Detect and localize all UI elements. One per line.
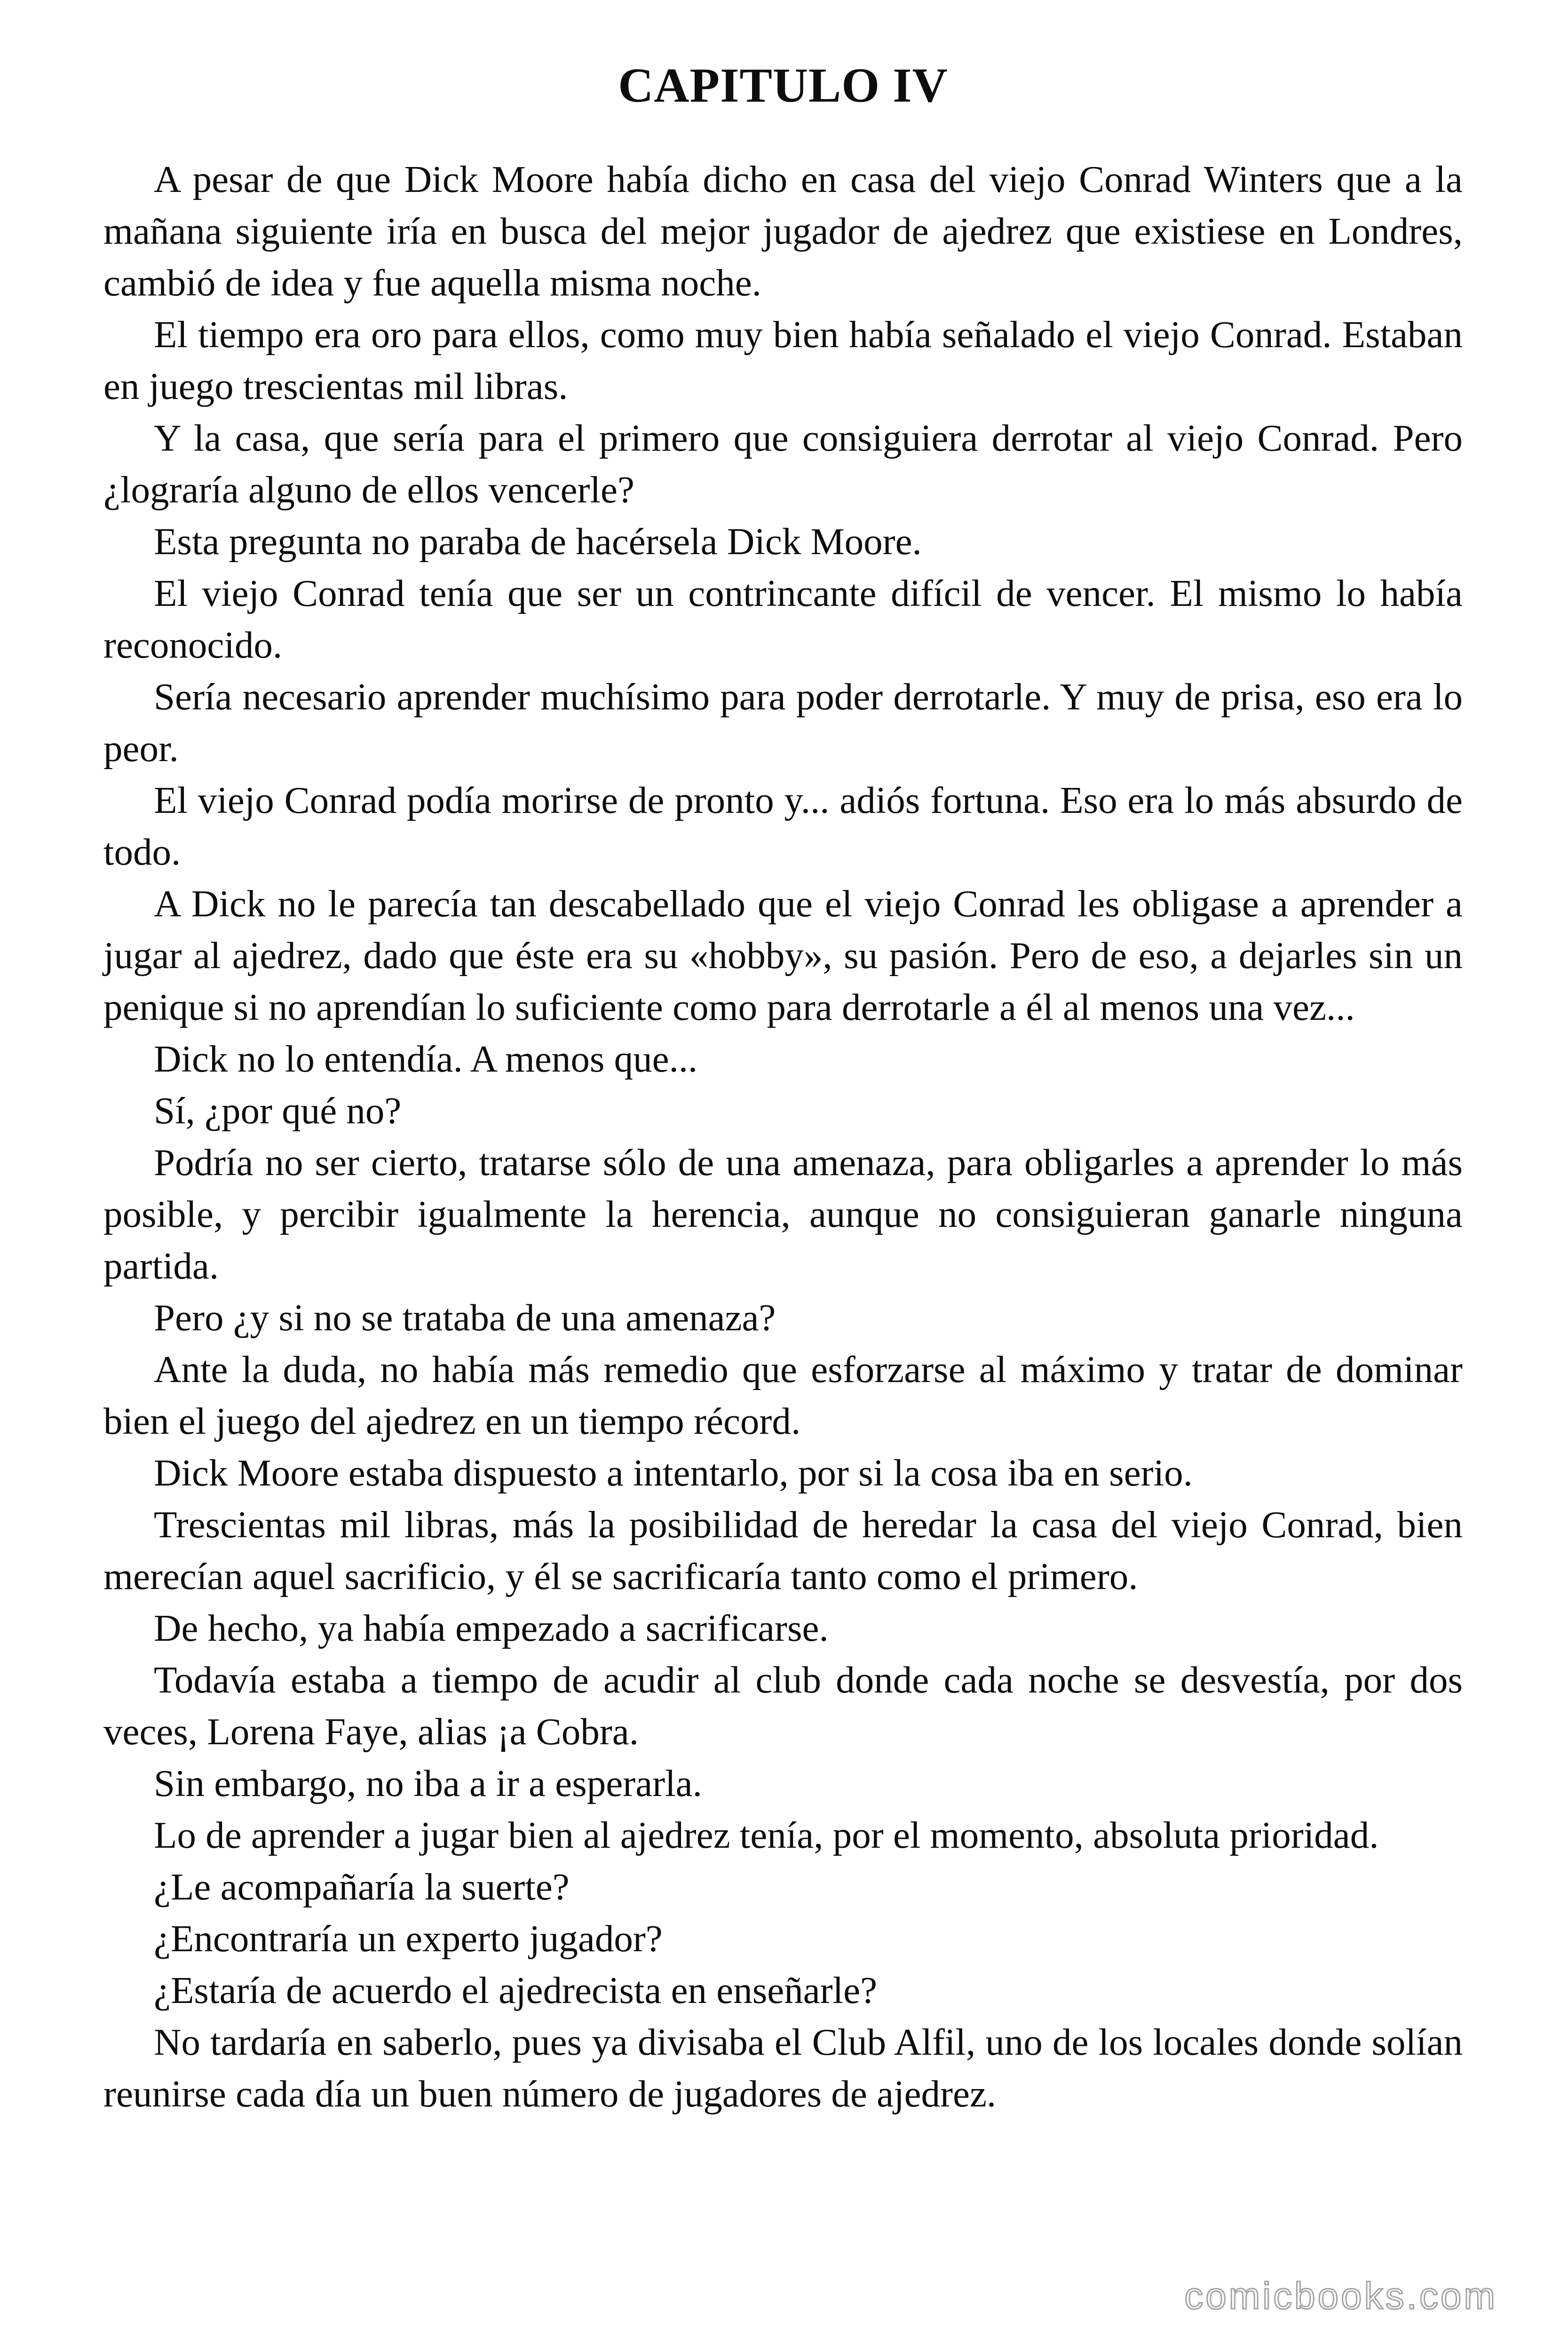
- paragraph: Lo de aprender a jugar bien al ajedrez tenía, por el momento, absoluta prioridad.: [154, 1814, 1379, 1856]
- chapter-body: [103, 153, 1463, 2120]
- paragraph: Sería necesario aprender muchísimo para poder derrotarle. Y muy de prisa, eso era lo peor.: [103, 675, 1463, 770]
- paragraph: Sin embargo, no iba a ir a esperarla.: [154, 1762, 702, 1804]
- chapter-title: CAPITULO IV: [618, 58, 948, 112]
- paragraph: A pesar de que Dick Moore había dicho en casa del viejo Conrad Winters que a la mañana siguiente iría en busca del mejor jugador de ajedrez que existiese en Londres, cambió de idea y fue aquella misma noche.: [103, 158, 1463, 304]
- paragraph: ¿Encontraría un experto jugador?: [154, 1917, 663, 1960]
- paragraph: Pero ¿y si no se trataba de una amenaza?: [154, 1296, 776, 1339]
- book-page: [103, 58, 1463, 2120]
- paragraph: Esta pregunta no paraba de hacérsela Dick Moore.: [154, 520, 922, 563]
- paragraph: Podría no ser cierto, tratarse sólo de una amenaza, para obligarles a aprender lo más posible, y percibir igualmente la herencia, aunque no consiguieran ganarle ninguna partida.: [103, 1141, 1463, 1287]
- paragraph: A Dick no le parecía tan descabellado que el viejo Conrad les obligase a aprender a jugar al ajedrez, dado que éste era su «hobby», su pasión. Pero de eso, a dejarles sin un penique si no aprendían lo suficiente como para derrotarle a él al menos una vez...: [103, 882, 1463, 1028]
- paragraph: Trescientas mil libras, más la posibilidad de heredar la casa del viejo Conrad, bien merecían aquel sacrificio, y él se sacrificaría tanto como el primero.: [103, 1503, 1463, 1597]
- paragraph: ¿Estaría de acuerdo el ajedrecista en enseñarle?: [154, 1969, 878, 2011]
- paragraph: El tiempo era oro para ellos, como muy bien había señalado el viejo Conrad. Estaban en juego trescientas mil libras.: [103, 313, 1463, 407]
- paragraph: Sí, ¿por qué no?: [154, 1089, 402, 1132]
- watermark: comicbooks.com: [1184, 2275, 1497, 2317]
- paragraph: El viejo Conrad podía morirse de pronto y... adiós fortuna. Eso era lo más absurdo de todo.: [103, 779, 1463, 873]
- paragraph: El viejo Conrad tenía que ser un contrincante difícil de vencer. El mismo lo había reconocido.: [103, 572, 1463, 666]
- paragraph: Ante la duda, no había más remedio que esforzarse al máximo y tratar de dominar bien el juego del ajedrez en un tiempo récord.: [103, 1348, 1463, 1442]
- paragraph: Todavía estaba a tiempo de acudir al club donde cada noche se desvestía, por dos veces, Lorena Faye, alias ¡a Cobra.: [103, 1659, 1463, 1753]
- paragraph: Dick no lo entendía. A menos que...: [154, 1038, 698, 1080]
- paragraph: De hecho, ya había empezado a sacrificarse.: [154, 1607, 829, 1649]
- paragraph: No tardaría en saberlo, pues ya divisaba el Club Alfil, uno de los locales donde solían reunirse cada día un buen número de jugadores de ajedrez.: [103, 2021, 1463, 2115]
- paragraph: Y la casa, que sería para el primero que consiguiera derrotar al viejo Conrad. Pero ¿lograría alguno de ellos vencerle?: [103, 417, 1463, 511]
- paragraph: Dick Moore estaba dispuesto a intentarlo, por si la cosa iba en serio.: [154, 1452, 1193, 1494]
- paragraph: ¿Le acompañaría la suerte?: [154, 1866, 570, 1908]
